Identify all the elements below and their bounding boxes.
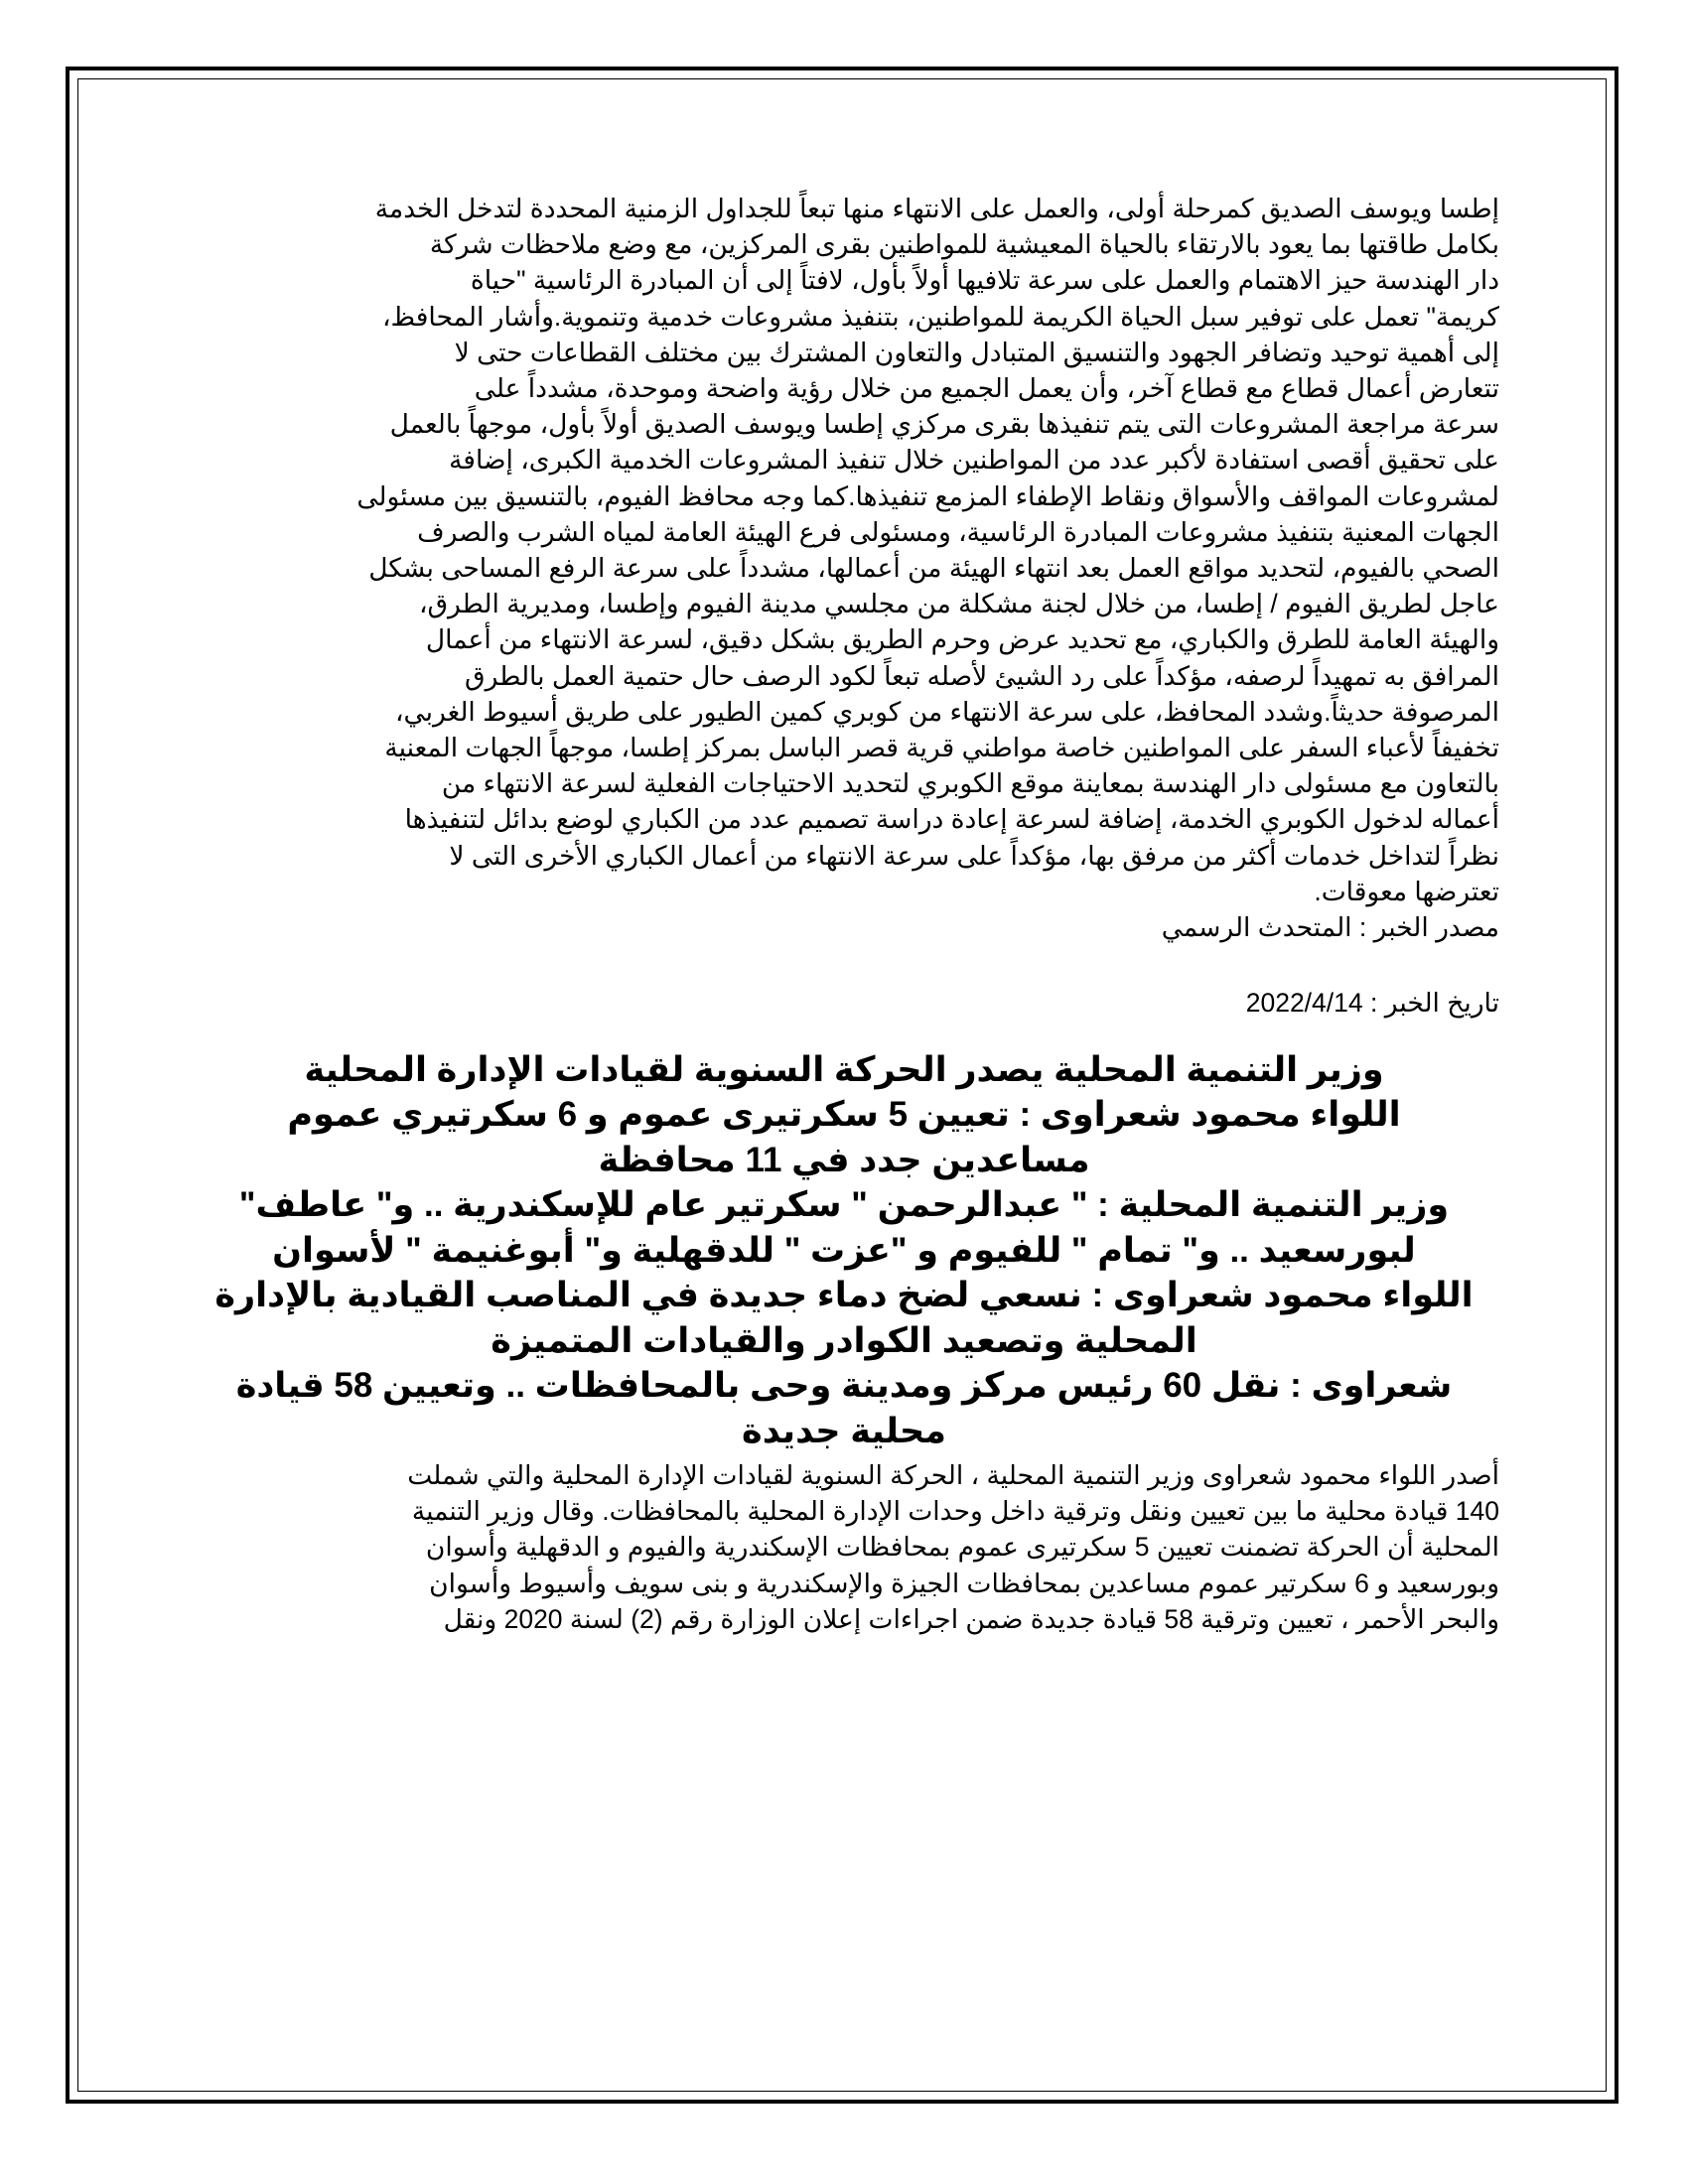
body-line: بكامل طاقتها بما يعود بالارتقاء بالحياة المعيشية للمواطنين بقرى المركزين، مع وضع ملاحظات شركة (429, 229, 1499, 260)
body-line: أعماله لدخول الكوبري الخدمة، إضافة لسرعة إعادة دراسة تصميم عدد من الكباري لوضع بدائل لتنفيذها (404, 804, 1499, 835)
headline-line: اللواء محمود شعراوى : تعيين 5 سكرتيرى عموم و 6 سكرتيري عموم (287, 1095, 1401, 1135)
body-line: والبحر الأحمر ، تعيين وترقية 58 قيادة جديدة ضمن اجراءات إعلان الوزارة رقم (2) لسنة 2020 ونقل (443, 1603, 1499, 1634)
body-line: إلى أهمية توحيد وتضافر الجهود والتنسيق المتبادل والتعاون المشترك بين مختلف القطاعات حتى لا (454, 337, 1499, 367)
headline-block (189, 1047, 1499, 1454)
body-line: الصحي بالفيوم، لتحديد مواقع العمل بعد انتهاء الهيئة من أعمالها، مشدداً على سرعة الرفع المساحى بشكل (368, 553, 1499, 584)
body-line: والهيئة العامة للطرق والكباري، مع تحديد عرض وحرم الطريق بشكل دقيق، لسرعة الانتهاء من أعمال (425, 624, 1499, 655)
headline-line: لبورسعيد .. و" تمام " للفيوم و "عزت " للدقهلية و" أبوغنيمة " لأسوان (272, 1230, 1416, 1270)
body-line: على تحقيق أقصى استفادة لأكبر عدد من المواطنين خلال تنفيذ المشروعات الخدمية الكبرى، إضافة (449, 445, 1499, 476)
headline-line: مساعدين جدد في 11 محافظة (598, 1140, 1090, 1179)
body-line: بالتعاون مع مسئولى دار الهندسة بمعاينة موقع الكوبري لتحديد الاحتياجات الفعلية لسرعة الانتهاء من (441, 768, 1499, 799)
article-2-body (189, 1457, 1499, 1637)
article-1-body (189, 191, 1499, 909)
body-line: لمشروعات المواقف والأسواق ونقاط الإطفاء المزمع تنفيذها.كما وجه محافظ الفيوم، بالتنسيق بين مسئولى (356, 480, 1499, 511)
headline-line: وزير التنمية المحلية : " عبدالرحمن " سكرتير عام للإسكندرية .. و" عاطف" (238, 1185, 1450, 1225)
body-line: المحلية أن الحركة تضمنت تعيين 5 سكرتيرى عموم بمحافظات الإسكندرية والفيوم و الدقهلية وأسوان (425, 1532, 1499, 1563)
news-date (189, 985, 1499, 1021)
body-line: تعترضها معوقات. (1314, 876, 1499, 906)
body-line: أصدر اللواء محمود شعراوى وزير التنمية المحلية ، الحركة السنوية لقيادات الإدارة المحلية والتي شملت (407, 1460, 1499, 1491)
headline-line: محلية جديدة (742, 1411, 946, 1450)
news-date-value: 2022/4/14 (1245, 988, 1363, 1019)
document-content (189, 191, 1499, 1637)
headline-line: وزير التنمية المحلية يصدر الحركة السنوية لقيادات الإدارة المحلية (304, 1049, 1384, 1089)
body-line: عاجل لطريق الفيوم / إطسا، من خلال لجنة مشكلة من مجلسي مدينة الفيوم وإطسا، ومديرية الطرق، (418, 589, 1499, 619)
body-line: 140 قيادة محلية ما بين تعيين ونقل وترقية داخل وحدات الإدارة المحلية بالمحافظات. وقال وزير التنمية (411, 1496, 1499, 1527)
body-line: الجهات المعنية بتنفيذ مشروعات المبادرة الرئاسية، ومسئولى فرع الهيئة العامة لمياه الشرب والصرف (417, 516, 1499, 547)
body-line: المرافق به تمهيداً لرصفه، مؤكداً على رد الشيئ لأصله تبعاً لكود الرصف حال حتمية العمل بالطرق (465, 660, 1499, 691)
body-line: المرصوفة حديثاً.وشدد المحافظ، على سرعة الانتهاء من كوبري كمين الطيور على طريق أسيوط الغربي، (394, 696, 1499, 727)
body-line: دار الهندسة حيز الاهتمام والعمل على سرعة تلافيها أولاً بأول، لافتاً إلى أن المبادرة الرئاسية "حياة (470, 265, 1499, 296)
body-line: نظراً لتداخل خدمات أكثر من مرفق بها، مؤكداً على سرعة الانتهاء من أعمال الكباري الأخرى التى لا (449, 840, 1499, 871)
headline-line: اللواء محمود شعراوى : نسعي لضخ دماء جديدة في المناصب القيادية بالإدارة (214, 1276, 1474, 1315)
news-date-label: تاريخ الخبر : (1370, 988, 1499, 1019)
body-line: إطسا ويوسف الصديق كمرحلة أولى، والعمل على الانتهاء منها تبعاً للجداول الزمنية المحددة لتدخل الخدمة (374, 194, 1499, 223)
body-line: سرعة مراجعة المشروعات التى يتم تنفيذها بقرى مركزي إطسا ويوسف الصديق أولاً بأول، موجهاً بالعمل (389, 409, 1499, 440)
body-line: كريمة" تعمل على توفير سبل الحياة الكريمة للمواطنين، بتنفيذ مشروعات خدمية وتنموية.وأشار المحافظ، (382, 301, 1499, 332)
headline-line: المحلية وتصعيد الكوادر والقيادات المتميزة (491, 1320, 1197, 1360)
news-source: مصدر الخبر : المتحدث الرسمي (1161, 912, 1499, 943)
body-line: تخفيفاً لأعباء السفر على المواطنين خاصة مواطني قرية قصر الباسل بمركز إطسا، موجهاً الجهات المعنية (384, 733, 1499, 763)
headline-line: شعراوى : نقل 60 رئيس مركز ومدينة وحى بالمحافظات .. وتعيين 58 قيادة (235, 1366, 1453, 1406)
body-line: وبورسعيد و 6 سكرتير عموم مساعدين بمحافظات الجيزة والإسكندرية و بنى سويف وأسيوط وأسوان (429, 1568, 1499, 1598)
body-line: تتعارض أعمال قطاع مع قطاع آخر، وأن يعمل الجميع من خلال رؤية واضحة وموحدة، مشدداً على (474, 373, 1499, 404)
